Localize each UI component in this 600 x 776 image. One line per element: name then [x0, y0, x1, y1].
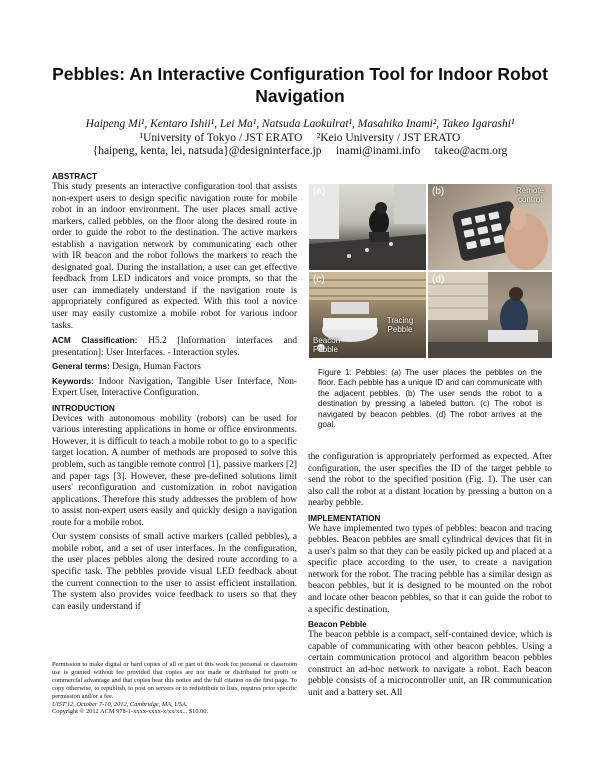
figure-panel-b: [428, 184, 552, 270]
photo-user-placing-pebbles: [309, 184, 426, 270]
right-column: [308, 452, 552, 702]
photo-robot-at-goal: [428, 272, 552, 358]
abstract-text: This study presents an interactive configuration tool that assists non-expert users to design specific navigation route for mobile robot in an indoor environment. The user places small active markers, called pebbles, on the floor along the desired route in order to guide the robot to the destination. The active markers establish a navigation network by communicating each other with IR beacon and the robot follows the markers to reach the designated goal. During the installation, a user can get effective feedback from LED indicators and voice prompts, so that the user can immediately understand if the navigation route is appropriately configured as expected. With this tool a novice user may easily customize a mobile robot for various indoor tasks.: [52, 182, 297, 331]
tracing-pebble-annotation: Tracing Pebble: [386, 316, 414, 334]
implementation-text: We have implemented two types of pebbles: beacon and tracing pebbles. Beacon pebbles are small cylindrical devices that fit in a user's palm so that they can be easily picked up and placed at a specific place according to the user, to create a navigation network for the robot. The tracing pebble has a similar design as beacon pebbles, but it is designed to be mounted on the robot and locate other beacon pebbles, so that it can guide the robot to a specific destination.: [308, 523, 552, 615]
introduction-p1: Devices with autonomous mobility (robots) can be used for various interesting applications in home or office environments. However, it is difficult to teach a mobile robot to go to a specific target location. A number of methods are proposed to solve this problem, such as tangible remote control [1], passive markers [2] and paper tags [3]. However, these pre-defined solutions limit users' reconfiguration and customization in robot navigation applications. Therefore this study addresses the problem of how to assist non-expert users easily and quickly design a navigation route for a mobile robot.: [52, 413, 297, 528]
abstract-heading: ABSTRACT: [52, 172, 98, 181]
general-terms-text: Design, Human Factors: [112, 362, 201, 373]
permission-notice: [52, 661, 297, 716]
figure-panel-a: [309, 184, 426, 270]
figure-caption: Figure 1: Pebbles: (a) The user places the pebbles on the floor. Each pebble has a unique ID and can communicate with the adjacent pebbles. (b) The user sends the robot to a destination by pressing a labeled button. (c) The robot is navigated by beacon pebbles. (d) The robot arrives at the goal.: [318, 368, 542, 430]
introduction-p2: Our system consists of small active markers (called pebbles), a mobile robot, and a set of user interfaces. In the configuration, the user places pebbles along the desired route according to a specific task. The pebbles provide visual LED feedback about the current connection to the user to assist efficient installation. The system also provides voice feedback to users so that they can easily understand if: [52, 532, 297, 612]
author-affiliations: ¹University of Tokyo / JST ERATO ²Keio University / JST ERATO: [139, 131, 461, 144]
keywords: [52, 376, 297, 400]
figure-1: [309, 184, 552, 358]
left-column: [52, 171, 297, 616]
author-emails: {haipeng, kenta, lei, natsuda}@designinterface.jp inami@inami.info takeo@acm.org: [92, 145, 508, 157]
paper-title: Pebbles: An Interactive Configuration Tool for Indoor Robot Navigation: [52, 64, 548, 106]
keywords-text: Indoor Navigation, Tangible User Interface, Non-Expert User, Interactive Configuration.: [52, 376, 298, 399]
beacon-pebble-text: The beacon pebble is a compact, self-contained device, which is capable of communicating with other beacon pebbles. Using a certain communication protocol and algorithm beacon pebbles construct an ad-hoc network to navigate a robot. Each beacon pebble consists of a microcontroller unit, an IR communication unit and a battery set. All: [308, 630, 552, 698]
beacon-pebble-heading: Beacon Pebble: [308, 620, 367, 630]
panel-c-label: (c): [313, 274, 325, 285]
copyright-line: Copyright © 2012 ACM 978-1-xxxx-xxxx-x/xx/xx... $10.00.: [52, 708, 209, 716]
general-terms: [52, 361, 297, 374]
beacon-pebble-annotation: Beacon Pebble: [313, 336, 341, 354]
panel-d-label: (d): [432, 274, 445, 285]
figure-panel-d: [428, 272, 552, 358]
panel-a-label: (a): [313, 186, 326, 197]
intro-continued: the configuration is appropriately performed as expected. After configuration, the user specifies the ID of the target pebble to send the robot to the specified position (Fig. 1). The user can also call the robot at a distant location by pressing a button on a nearby pebble.: [308, 452, 552, 509]
figure-panel-c: [309, 272, 426, 358]
panel-b-label: (b): [432, 186, 445, 197]
author-block: [40, 118, 560, 159]
introduction-heading: INTRODUCTION: [52, 403, 115, 413]
keywords-label: Keywords:: [52, 376, 94, 386]
acm-text: H5.2 [Information interfaces and presentation]: User Interfaces. - Interaction styles.: [52, 336, 298, 358]
acm-classification: [52, 335, 297, 359]
remote-control-annotation: Remote control: [515, 186, 544, 204]
author-names: Haipeng Mi¹, Kentaro Ishii¹, Lei Ma¹, Natsuda Laokulrat¹, Masahiko Inami², Takeo Igarashi¹: [85, 118, 515, 130]
venue-line: UIST'12, October 7-10, 2012, Cambridge, MA, USA.: [52, 700, 188, 708]
permission-text: Permission to make digital or hard copies of all or part of this work for personal or classroom use is granted without fee provided that copies are not made or distributed for profit or commercial advantage and that copies bear this notice and the full citation on the first page. To copy otherwise, to republish, to post on servers or to redistribute to lists, requires prior specific permission and/or a fee.: [52, 661, 297, 700]
implementation-heading: IMPLEMENTATION: [308, 513, 381, 523]
acm-label: ACM Classification:: [52, 336, 138, 346]
general-terms-label: General terms:: [52, 362, 110, 372]
